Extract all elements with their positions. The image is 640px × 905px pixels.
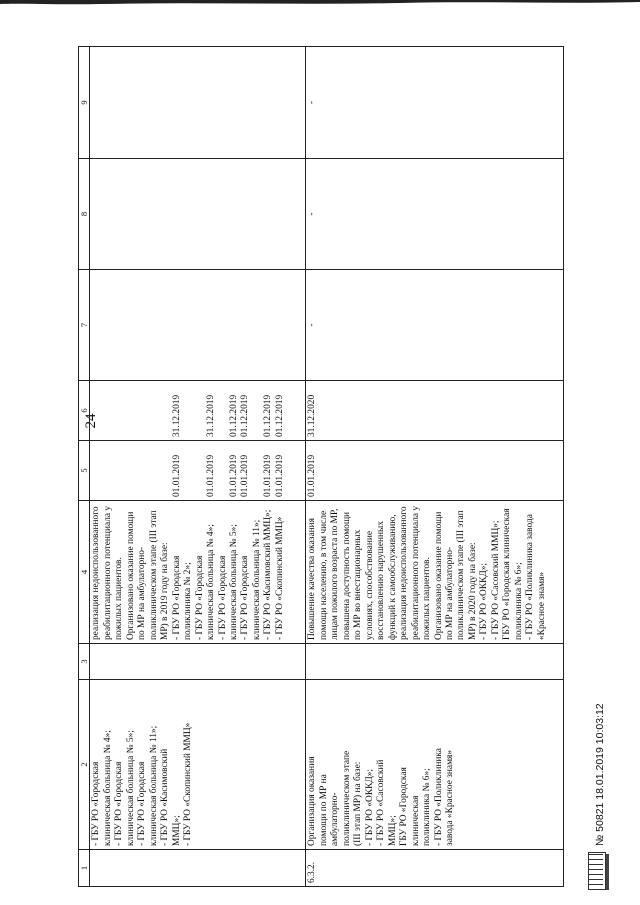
cell-line: - ГБУ РО «Городская <box>171 555 182 640</box>
cell-line <box>126 384 137 437</box>
cell-line <box>218 384 229 437</box>
cell-line: - ГБУ РО «Касимовский ММЦ»; <box>263 509 274 640</box>
cell-line: клиническая больница № 5»; <box>228 524 239 640</box>
header-row <box>79 47 90 887</box>
table-row <box>90 47 306 887</box>
header-cell: 7 <box>79 270 90 381</box>
row2-col7-cell: - <box>306 270 564 381</box>
cell-line: - ГБУ РО «Сасовский ММЦ»; <box>490 520 501 640</box>
row2-col9-cell: - <box>306 47 564 159</box>
cell-line: ММЦ»; <box>387 815 398 846</box>
cell-line <box>103 384 114 437</box>
cell-line <box>218 444 229 497</box>
row1-end-date-cell <box>90 381 306 441</box>
cell-line: поликлиническом этапе (III этап <box>148 510 159 640</box>
cell-line <box>137 384 148 437</box>
cell-line: Организовано оказание помощи <box>433 511 444 640</box>
cell-line: реабилитационного потенциала у <box>410 505 421 640</box>
cell-line: по МР во внестационарных <box>353 529 364 640</box>
cell-line <box>160 444 171 497</box>
cell-line <box>114 444 125 497</box>
cell-line: реализация недоиспользованного <box>91 506 102 640</box>
cell-line: 31.12.2019 <box>206 394 217 437</box>
cell-line: условиях, способствование <box>364 530 375 640</box>
cell-line: - ГБУ РО «Скопинский ММЦ» <box>183 722 194 846</box>
cell-line: поликлиника № 2»; <box>183 562 194 640</box>
cell-line: 01.01.2019 <box>171 454 182 497</box>
row1-col3-cell <box>90 644 306 680</box>
row2-num-cell: 6.3.2. <box>306 850 564 887</box>
header-cell: 5 <box>79 441 90 501</box>
registration-stamp <box>588 852 606 890</box>
row1-num-cell <box>90 850 306 887</box>
cell-line: поликлиническом этапе (III этап <box>456 510 467 640</box>
table-row <box>306 47 564 887</box>
cell-line: - ГБУ РО «Городская <box>114 761 125 846</box>
cell-line <box>252 444 263 497</box>
cell-line: Организация оказания <box>307 756 318 846</box>
cell-line: лицам пожилого возраста по МР, <box>330 508 341 640</box>
cell-line: 01.12.2019 <box>228 394 239 437</box>
cell-line: МР) в 2020 году на базе: <box>467 542 478 640</box>
cell-line: ГБУ РО «Городская <box>399 767 410 846</box>
cell-line: повышена доступность помощи <box>341 511 352 640</box>
cell-line <box>91 444 102 497</box>
cell-line: - ГБУ РО «Городская <box>217 555 228 640</box>
cell-line: - ГБУ РО «Городская <box>194 555 205 640</box>
row1-executors-cell <box>90 680 306 850</box>
cell-line: клиническая <box>410 795 421 846</box>
cell-line: МР) в 2019 году на базе: <box>160 542 171 640</box>
cell-line: клиническая больница № 11»; <box>251 519 262 640</box>
row2-end-date-cell <box>306 381 564 441</box>
row1-col8-cell <box>90 159 306 270</box>
cell-line: помощи населению, в том числе <box>318 510 329 640</box>
cell-line: - ГБУ РО «Скопинский ММЦ» <box>274 516 285 640</box>
cell-line: 01.01.2019 <box>263 454 274 497</box>
cell-line: 01.01.2019 <box>228 454 239 497</box>
cell-line: 01.01.2019 <box>274 454 285 497</box>
stamp-underline <box>606 854 609 890</box>
row2-col8-cell: - <box>306 159 564 270</box>
cell-line <box>126 444 137 497</box>
cell-line: пожилых пациентов. <box>422 557 433 640</box>
cell-line: Организовано оказание помощи <box>125 511 136 640</box>
row1-result-cell <box>90 501 306 644</box>
cell-line: - ГБУ РО «Городская <box>137 761 148 846</box>
cell-line: ГБУ РО «Городская клиническая <box>502 508 513 640</box>
header-cell: 4 <box>79 501 90 644</box>
cell-line: ММЦ»; <box>171 815 182 846</box>
row1-start-date-cell <box>90 441 306 501</box>
cell-line: амбулаторно- <box>330 792 341 846</box>
cell-line: поликлиническом этапе <box>341 750 352 846</box>
scan-edge-shadow <box>0 0 640 6</box>
cell-line: - ГБУ РО «ОККД»; <box>364 768 375 846</box>
cell-line: клиническая больница № 4»; <box>102 730 113 846</box>
cell-line <box>183 444 194 497</box>
cell-line: 01.01.2019 <box>206 454 217 497</box>
cell-line: Повышение качества оказания <box>307 518 318 640</box>
cell-line: - ГБУ РО «Поликлиника завода <box>525 514 536 640</box>
cell-line: клиническая больница № 5»; <box>125 730 136 846</box>
cell-line <box>183 384 194 437</box>
cell-line: 01.12.2019 <box>274 394 285 437</box>
cell-line: - ГБУ РО «Городская <box>91 761 102 846</box>
header-cell: 2 <box>79 680 90 850</box>
cell-line: поликлиника № 6»; <box>513 562 524 640</box>
cell-line: - ГБУ РО «Сасовский <box>376 759 387 846</box>
cell-line: 31.12.2019 <box>171 394 182 437</box>
cell-line: реабилитационного потенциала у <box>102 505 113 640</box>
cell-line <box>252 384 263 437</box>
cell-line <box>91 384 102 437</box>
cell-line <box>195 444 206 497</box>
row2-start-date-cell <box>306 441 564 501</box>
program-table <box>78 46 564 887</box>
cell-line: по МР на амбулаторно- <box>444 546 455 640</box>
document-registration-number: № 50821 18.01.2019 10:03:12 <box>594 703 606 846</box>
header-cell: 9 <box>79 47 90 159</box>
cell-line <box>149 384 160 437</box>
page-number: 24 <box>83 413 99 429</box>
cell-line <box>114 384 125 437</box>
cell-line: поликлиника № 6»; <box>422 768 433 846</box>
cell-line: по МР на амбулаторно- <box>137 546 148 640</box>
cell-line <box>149 444 160 497</box>
row1-col9-cell <box>90 47 306 159</box>
cell-line: - ГБУ РО «Касимовский <box>160 748 171 846</box>
header-cell: 8 <box>79 159 90 270</box>
cell-line: 31.12.2020 <box>307 394 318 437</box>
cell-line: завода «Красное знамя» <box>444 749 455 846</box>
cell-line: - ГБУ РО «Поликлиника <box>433 748 444 846</box>
cell-line <box>137 444 148 497</box>
cell-line: реализация недоиспользованного <box>399 506 410 640</box>
cell-line: 01.01.2019 <box>307 454 318 497</box>
header-cell: 6 <box>79 381 90 441</box>
cell-line <box>103 444 114 497</box>
cell-line: помощи по МР на <box>318 774 329 846</box>
cell-line: 01.12.2019 <box>240 394 251 437</box>
cell-line: 01.01.2019 <box>240 454 251 497</box>
cell-line: пожилых пациентов. <box>114 557 125 640</box>
cell-line <box>160 384 171 437</box>
row1-col7-cell <box>90 270 306 381</box>
row2-result-cell <box>306 501 564 644</box>
row2-executors-cell <box>306 680 564 850</box>
cell-line: функций к самообслуживанию, <box>387 514 398 640</box>
cell-line: клиническая больница № 11»; <box>148 725 159 846</box>
cell-line: 01.12.2019 <box>263 394 274 437</box>
cell-line: восстановлению нарушенных <box>376 520 387 640</box>
header-cell: 1 <box>79 850 90 887</box>
header-cell: 3 <box>79 644 90 680</box>
cell-line: - ГБУ РО «Городская <box>240 555 251 640</box>
cell-line: «Красное знамя» <box>536 571 547 640</box>
rotated-table-wrapper <box>78 47 640 887</box>
row2-col3-cell <box>306 644 564 680</box>
cell-line: - ГБУ РО «ОККД»; <box>479 562 490 640</box>
cell-line <box>195 384 206 437</box>
cell-line: (III этап МР) на базе: <box>353 761 364 846</box>
document-footer <box>586 560 622 890</box>
cell-line: клиническая больница № 4»; <box>206 524 217 640</box>
